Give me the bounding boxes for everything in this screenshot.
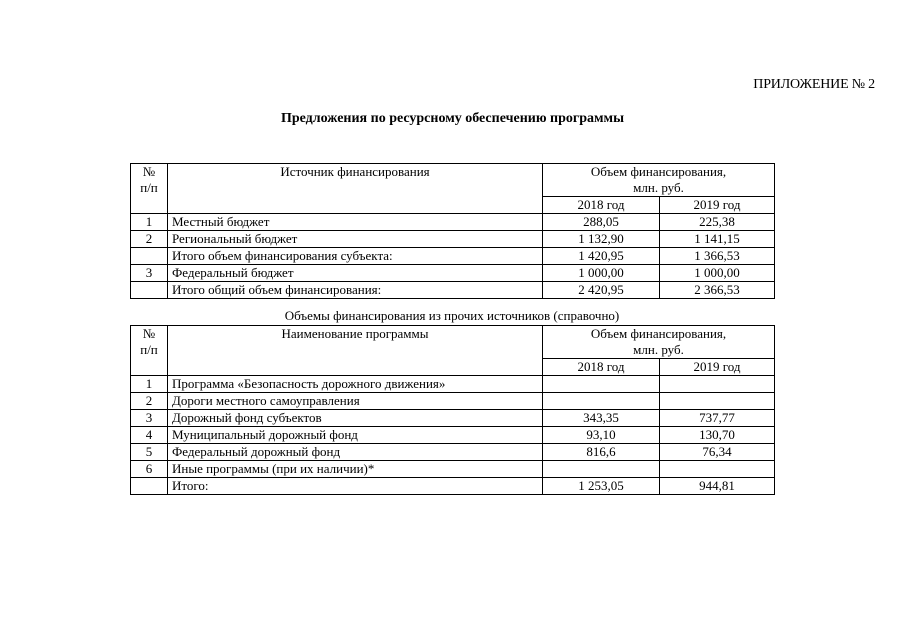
row-number <box>131 478 168 495</box>
table-row <box>131 376 775 393</box>
header-number <box>131 326 168 376</box>
row-value-2018: 288,05 <box>543 214 660 231</box>
row-value-2018: 93,10 <box>543 427 660 444</box>
table-row <box>131 282 775 299</box>
header-volume-line2: млн. руб. <box>633 180 684 195</box>
header-number-line2: п/п <box>140 342 158 357</box>
header-number <box>131 164 168 214</box>
header-volume-line1: Объем финансирования, <box>590 164 727 179</box>
row-number: 3 <box>131 265 168 282</box>
header-number-line1: № <box>142 326 156 341</box>
row-value-2018: 816,6 <box>543 444 660 461</box>
row-number: 2 <box>131 393 168 410</box>
other-sources-table <box>130 325 775 495</box>
row-name: Региональный бюджет <box>168 231 543 248</box>
header-volume-line2: млн. руб. <box>633 342 684 357</box>
table-row <box>131 393 775 410</box>
row-name: Федеральный дорожный фонд <box>168 444 543 461</box>
row-value-2018: 1 132,90 <box>543 231 660 248</box>
row-value-2019 <box>660 461 775 478</box>
header-volume <box>543 164 775 197</box>
row-value-2019: 737,77 <box>660 410 775 427</box>
row-number: 6 <box>131 461 168 478</box>
row-number: 2 <box>131 231 168 248</box>
appendix-label: ПРИЛОЖЕНИЕ № 2 <box>753 77 875 92</box>
row-name: Местный бюджет <box>168 214 543 231</box>
row-number: 1 <box>131 376 168 393</box>
header-year-2018: 2018 год <box>543 359 660 376</box>
table-row <box>131 427 775 444</box>
row-number: 3 <box>131 410 168 427</box>
table-row <box>131 231 775 248</box>
row-number <box>131 282 168 299</box>
table-row <box>131 444 775 461</box>
row-name: Иные программы (при их наличии)* <box>168 461 543 478</box>
header-year-2018: 2018 год <box>543 197 660 214</box>
row-name: Итого: <box>168 478 543 495</box>
table-row <box>131 478 775 495</box>
table-header-row <box>131 326 775 359</box>
row-number: 1 <box>131 214 168 231</box>
row-value-2019: 1 000,00 <box>660 265 775 282</box>
header-source: Источник финансирования <box>168 164 543 214</box>
table-row <box>131 461 775 478</box>
row-name: Дороги местного самоуправления <box>168 393 543 410</box>
row-value-2019: 225,38 <box>660 214 775 231</box>
row-value-2018: 2 420,95 <box>543 282 660 299</box>
row-name: Итого общий объем финансирования: <box>168 282 543 299</box>
row-name: Муниципальный дорожный фонд <box>168 427 543 444</box>
header-volume-line1: Объем финансирования, <box>590 326 727 341</box>
row-value-2019: 944,81 <box>660 478 775 495</box>
row-value-2019: 1 366,53 <box>660 248 775 265</box>
row-value-2018: 343,35 <box>543 410 660 427</box>
row-name: Программа «Безопасность дорожного движения» <box>168 376 543 393</box>
row-value-2019 <box>660 376 775 393</box>
row-value-2018: 1 420,95 <box>543 248 660 265</box>
row-number: 4 <box>131 427 168 444</box>
document-title: Предложения по ресурсному обеспечению программы <box>280 111 625 126</box>
table-row <box>131 265 775 282</box>
row-name: Федеральный бюджет <box>168 265 543 282</box>
header-number-line1: № <box>142 164 156 179</box>
row-value-2019: 2 366,53 <box>660 282 775 299</box>
row-value-2018 <box>543 393 660 410</box>
row-name: Итого объем финансирования субъекта: <box>168 248 543 265</box>
row-number <box>131 248 168 265</box>
header-number-line2: п/п <box>140 180 158 195</box>
table-row <box>131 410 775 427</box>
row-number: 5 <box>131 444 168 461</box>
header-year-2019: 2019 год <box>660 197 775 214</box>
table-header-row <box>131 164 775 197</box>
row-value-2019: 1 141,15 <box>660 231 775 248</box>
other-sources-subtitle: Объемы финансирования из прочих источников (справочно) <box>284 308 620 323</box>
header-volume <box>543 326 775 359</box>
row-name: Дорожный фонд субъектов <box>168 410 543 427</box>
financing-sources-table <box>130 163 775 299</box>
table-row <box>131 248 775 265</box>
row-value-2018: 1 000,00 <box>543 265 660 282</box>
row-value-2018 <box>543 376 660 393</box>
row-value-2018 <box>543 461 660 478</box>
header-program: Наименование программы <box>168 326 543 376</box>
row-value-2018: 1 253,05 <box>543 478 660 495</box>
row-value-2019 <box>660 393 775 410</box>
row-value-2019: 130,70 <box>660 427 775 444</box>
table-row <box>131 214 775 231</box>
header-year-2019: 2019 год <box>660 359 775 376</box>
row-value-2019: 76,34 <box>660 444 775 461</box>
